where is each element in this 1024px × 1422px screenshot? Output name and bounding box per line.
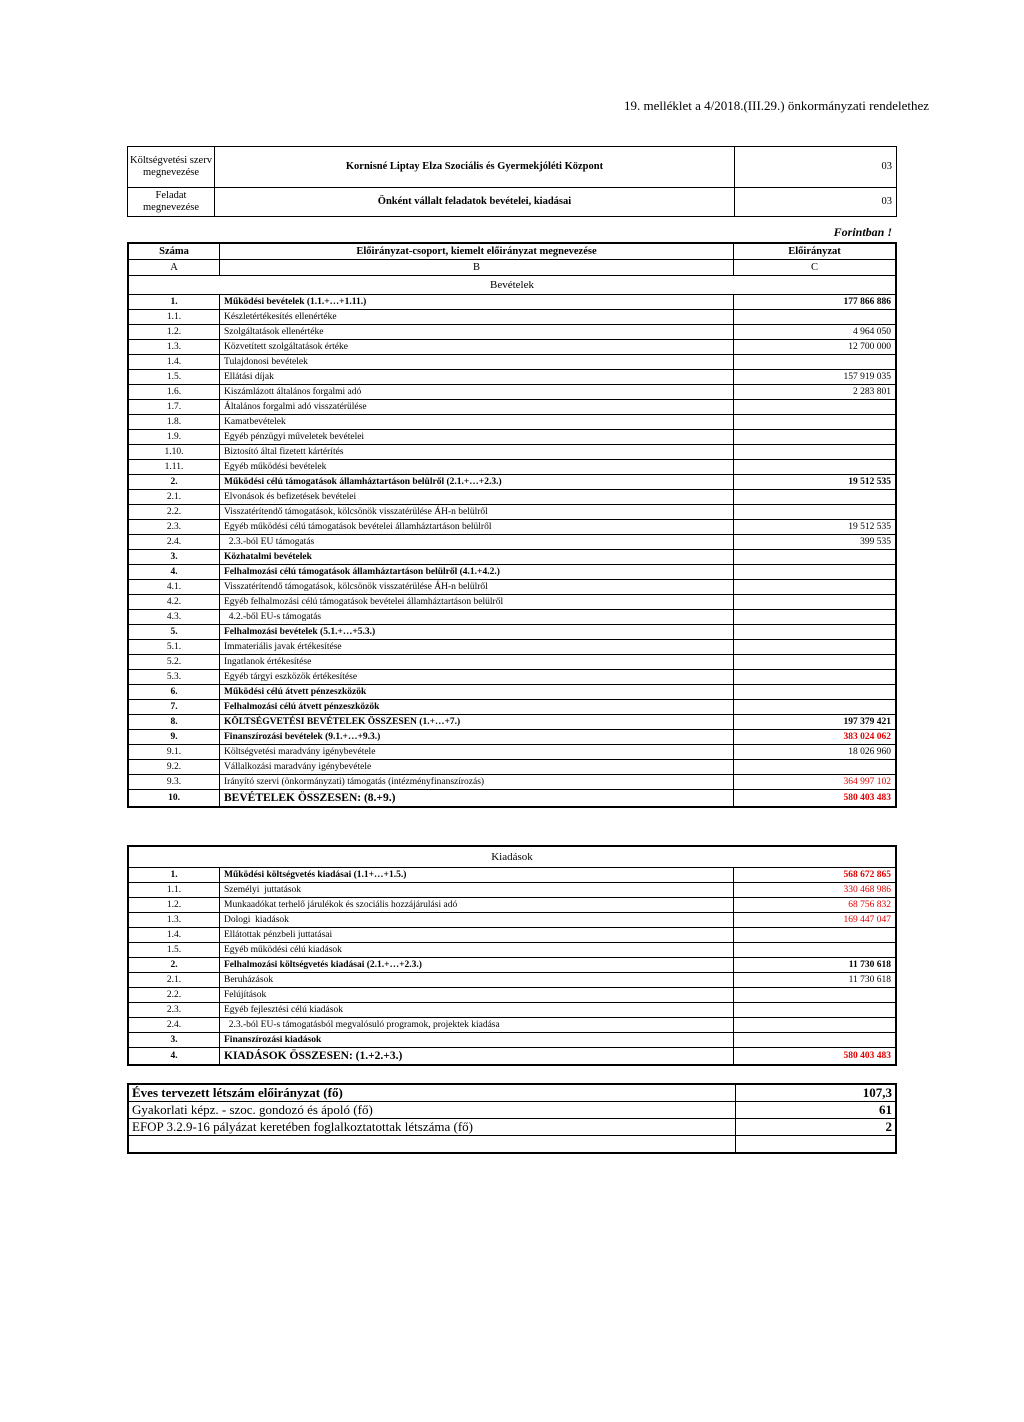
row-number: 5. [128, 625, 220, 640]
row-value [734, 1003, 897, 1018]
table-row [128, 1033, 896, 1048]
row-name: Egyéb felhalmozási célú támogatások bevételei államháztartáson belülről [220, 595, 734, 610]
table-row [128, 295, 896, 310]
row-number: 5.3. [128, 670, 220, 685]
row-value [734, 355, 897, 370]
row-name: Felhalmozási célú átvett pénzeszközök [220, 700, 734, 715]
row-name: Ingatlanok értékesítése [220, 655, 734, 670]
table-row [128, 898, 896, 913]
row-value: 11 730 618 [734, 958, 897, 973]
staff-label: Gyakorlati képz. - szoc. gondozó és ápoló (fő) [128, 1102, 736, 1119]
row-value [734, 928, 897, 943]
row-number: 4. [128, 1048, 220, 1066]
task-name: Önként vállalt feladatok bevételei, kiadásai [215, 188, 735, 217]
table-row [128, 745, 896, 760]
row-value [734, 580, 897, 595]
row-number: 1.3. [128, 340, 220, 355]
task-code: 03 [735, 188, 897, 217]
row-number: 5.1. [128, 640, 220, 655]
column-letter-row [128, 260, 896, 276]
row-value: 399 535 [734, 535, 897, 550]
row-number: 9.3. [128, 775, 220, 790]
row-name: Egyéb pénzügyi műveletek bevételei [220, 430, 734, 445]
table-row [128, 355, 896, 370]
row-name: Egyéb fejlesztési célú kiadások [220, 1003, 734, 1018]
row-value [734, 760, 897, 775]
row-name: Egyéb működési célú támogatások bevételei államháztartáson belülről [220, 520, 734, 535]
table-row [128, 943, 896, 958]
table-row [128, 913, 896, 928]
row-number: 2.1. [128, 490, 220, 505]
row-number: 1.6. [128, 385, 220, 400]
row-value [734, 490, 897, 505]
staff-value: 107,3 [736, 1084, 897, 1102]
row-name: Vállalkozási maradvány igénybevétele [220, 760, 734, 775]
row-name: Felhalmozási célú támogatások államháztartáson belülről (4.1.+4.2.) [220, 565, 734, 580]
staff-row [128, 1119, 896, 1136]
table-row [128, 385, 896, 400]
row-name: Egyéb működési bevételek [220, 460, 734, 475]
staff-label: Éves tervezett létszám előirányzat (fő) [128, 1084, 736, 1102]
row-value [734, 685, 897, 700]
row-name: Dologi kiadások [220, 913, 734, 928]
row-value: 2 283 801 [734, 385, 897, 400]
row-name: KIADÁSOK ÖSSZESEN: (1.+2.+3.) [220, 1048, 734, 1066]
revenues-section-row [128, 276, 896, 295]
table-row [128, 490, 896, 505]
org-label: Költségvetési szerv megnevezése [128, 147, 215, 188]
row-name: Finanszírozási kiadások [220, 1033, 734, 1048]
row-value: 197 379 421 [734, 715, 897, 730]
table-row [128, 400, 896, 415]
table-row [128, 715, 896, 730]
col-c: C [734, 260, 897, 276]
row-name: Egyéb működési célú kiadások [220, 943, 734, 958]
row-name: Irányító szervi (önkormányzati) támogatás (intézményfinanszírozás) [220, 775, 734, 790]
row-value [734, 310, 897, 325]
row-number: 2.2. [128, 988, 220, 1003]
row-number: 1.5. [128, 943, 220, 958]
row-value: 580 403 483 [734, 1048, 897, 1066]
table-row [128, 928, 896, 943]
row-value: 12 700 000 [734, 340, 897, 355]
row-value [734, 565, 897, 580]
row-number: 1.7. [128, 400, 220, 415]
org-name: Kornisné Liptay Elza Szociális és Gyermekjóléti Központ [215, 147, 735, 188]
table-row [128, 640, 896, 655]
table-row [128, 760, 896, 775]
row-number: 3. [128, 1033, 220, 1048]
table-row [128, 325, 896, 340]
row-number: 1. [128, 868, 220, 883]
row-number: 9.1. [128, 745, 220, 760]
row-name: Készletértékesítés ellenértéke [220, 310, 734, 325]
row-number: 2.4. [128, 535, 220, 550]
row-number: 8. [128, 715, 220, 730]
table-row [128, 655, 896, 670]
row-name: Ellátottak pénzbeli juttatásai [220, 928, 734, 943]
table-row [128, 565, 896, 580]
table-row [128, 460, 896, 475]
row-name: Működési célú átvett pénzeszközök [220, 685, 734, 700]
row-value: 169 447 047 [734, 913, 897, 928]
table-row [128, 595, 896, 610]
row-number: 2. [128, 475, 220, 490]
table-row [128, 973, 896, 988]
row-value: 19 512 535 [734, 520, 897, 535]
expenses-title: Kiadások [128, 846, 896, 868]
row-name: Beruházások [220, 973, 734, 988]
table-row [128, 1003, 896, 1018]
row-number: 1.8. [128, 415, 220, 430]
row-value [734, 1033, 897, 1048]
row-value [734, 460, 897, 475]
table-row [128, 700, 896, 715]
expenses-section-row [128, 846, 896, 868]
row-name: Felhalmozási bevételek (5.1.+…+5.3.) [220, 625, 734, 640]
row-value [734, 700, 897, 715]
staff-label: EFOP 3.2.9-16 pályázat keretében foglalkoztatottak létszáma (fő) [128, 1119, 736, 1136]
row-value: 580 403 483 [734, 790, 897, 808]
table-row [128, 685, 896, 700]
row-value [734, 505, 897, 520]
row-value [734, 445, 897, 460]
row-name: Közvetített szolgáltatások értéke [220, 340, 734, 355]
table-row [128, 550, 896, 565]
table-row [128, 340, 896, 355]
staff-row [128, 1084, 896, 1102]
row-name: Szolgáltatások ellenértéke [220, 325, 734, 340]
col-a: A [128, 260, 220, 276]
row-number: 9. [128, 730, 220, 745]
row-name: Kiszámlázott általános forgalmi adó [220, 385, 734, 400]
row-number: 2.2. [128, 505, 220, 520]
row-number: 1.10. [128, 445, 220, 460]
row-name: Felhalmozási költségvetés kiadásai (2.1.+…+2.3.) [220, 958, 734, 973]
row-value [734, 595, 897, 610]
row-value: 568 672 865 [734, 868, 897, 883]
row-name: 2.3.-ból EU támogatás [220, 535, 734, 550]
table-row [128, 520, 896, 535]
table-row [128, 580, 896, 595]
table-row [128, 1048, 896, 1066]
row-value [734, 430, 897, 445]
row-value: 4 964 050 [734, 325, 897, 340]
row-number: 1.2. [128, 325, 220, 340]
table-row [128, 790, 896, 808]
row-name: Ellátási díjak [220, 370, 734, 385]
row-number: 2. [128, 958, 220, 973]
row-value: 19 512 535 [734, 475, 897, 490]
row-value: 177 866 886 [734, 295, 897, 310]
row-name: Működési célú támogatások államháztartáson belülről (2.1.+…+2.3.) [220, 475, 734, 490]
annex-reference: 19. melléklet a 4/2018.(III.29.) önkormányzati rendelethez [623, 98, 929, 113]
row-name: KÖLTSÉGVETÉSI BEVÉTELEK ÖSSZESEN (1.+…+7.) [220, 715, 734, 730]
row-name: Munkaadókat terhelő járulékok és szociális hozzájárulási adó [220, 898, 734, 913]
table-row [128, 430, 896, 445]
row-name: Elvonások és befizetések bevételei [220, 490, 734, 505]
row-name: 4.2.-ből EU-s támogatás [220, 610, 734, 625]
row-value: 383 024 062 [734, 730, 897, 745]
row-name: Tulajdonosi bevételek [220, 355, 734, 370]
row-name: Egyéb tárgyi eszközök értékesítése [220, 670, 734, 685]
table-row [128, 415, 896, 430]
row-value: 11 730 618 [734, 973, 897, 988]
row-value [734, 670, 897, 685]
row-value [734, 655, 897, 670]
row-name: Immateriális javak értékesítése [220, 640, 734, 655]
row-name: Visszatérítendő támogatások, kölcsönök visszatérülése ÁH-n belülről [220, 580, 734, 595]
col-name-header: Előirányzat-csoport, kiemelt előirányzat megnevezése [220, 243, 734, 260]
row-name: Biztosító által fizetett kártérítés [220, 445, 734, 460]
table-row [128, 445, 896, 460]
row-number: 1.2. [128, 898, 220, 913]
row-name: Költségvetési maradvány igénybevétele [220, 745, 734, 760]
table-row [128, 883, 896, 898]
row-number: 2.3. [128, 1003, 220, 1018]
currency-note: Forintban ! [833, 225, 892, 239]
row-name: Közhatalmi bevételek [220, 550, 734, 565]
table-row [128, 868, 896, 883]
table-row [128, 958, 896, 973]
row-value [734, 988, 897, 1003]
row-number: 2.1. [128, 973, 220, 988]
row-value [734, 1018, 897, 1033]
table-row [128, 505, 896, 520]
table-row [128, 1018, 896, 1033]
row-number: 9.2. [128, 760, 220, 775]
staff-value: 61 [736, 1102, 897, 1119]
row-number: 1.1. [128, 883, 220, 898]
row-name: Működési költségvetés kiadásai (1.1+…+1.5.) [220, 868, 734, 883]
row-name: 2.3.-ból EU-s támogatásból megvalósuló programok, projektek kiadása [220, 1018, 734, 1033]
table-row [128, 310, 896, 325]
row-name: Finanszírozási bevételek (9.1.+…+9.3.) [220, 730, 734, 745]
row-number: 1.11. [128, 460, 220, 475]
table-row [128, 535, 896, 550]
expenses-table [127, 845, 897, 1066]
org-code: 03 [735, 147, 897, 188]
row-name: Általános forgalmi adó visszatérülése [220, 400, 734, 415]
table-row [128, 775, 896, 790]
row-number: 6. [128, 685, 220, 700]
row-value [734, 943, 897, 958]
row-number: 5.2. [128, 655, 220, 670]
table-row [128, 988, 896, 1003]
row-value: 18 026 960 [734, 745, 897, 760]
row-number: 2.4. [128, 1018, 220, 1033]
table-row [128, 625, 896, 640]
row-number: 1.4. [128, 928, 220, 943]
row-value [734, 610, 897, 625]
col-num-header: Száma [128, 243, 220, 260]
row-name: Felújítások [220, 988, 734, 1003]
row-number: 4.2. [128, 595, 220, 610]
row-number: 1.4. [128, 355, 220, 370]
row-value: 68 756 832 [734, 898, 897, 913]
row-name: Működési bevételek (1.1.+…+1.11.) [220, 295, 734, 310]
row-number: 4.1. [128, 580, 220, 595]
col-b: B [220, 260, 734, 276]
col-value-header: Előirányzat [734, 243, 897, 260]
staff-row [128, 1102, 896, 1119]
staff-label [128, 1136, 736, 1154]
revenues-title: Bevételek [128, 276, 896, 295]
row-value: 364 997 102 [734, 775, 897, 790]
staff-value: 2 [736, 1119, 897, 1136]
table-row [128, 670, 896, 685]
row-value [734, 400, 897, 415]
row-value [734, 550, 897, 565]
row-name: BEVÉTELEK ÖSSZESEN: (8.+9.) [220, 790, 734, 808]
row-value [734, 625, 897, 640]
row-number: 1.1. [128, 310, 220, 325]
revenues-table [127, 242, 897, 808]
table-row [128, 730, 896, 745]
row-number: 1.5. [128, 370, 220, 385]
row-value: 330 468 986 [734, 883, 897, 898]
row-number: 3. [128, 550, 220, 565]
row-number: 7. [128, 700, 220, 715]
row-value [734, 640, 897, 655]
table-row [128, 370, 896, 385]
row-number: 1. [128, 295, 220, 310]
staff-value [736, 1136, 897, 1154]
table-row [128, 610, 896, 625]
staff-row [128, 1136, 896, 1154]
row-number: 1.3. [128, 913, 220, 928]
row-number: 4.3. [128, 610, 220, 625]
column-header-row [128, 243, 896, 260]
row-value [734, 415, 897, 430]
staff-table [127, 1083, 897, 1154]
table-row [128, 475, 896, 490]
organization-table [127, 146, 897, 217]
row-name: Kamatbevételek [220, 415, 734, 430]
task-label: Feladat megnevezése [128, 188, 215, 217]
row-number: 10. [128, 790, 220, 808]
row-name: Személyi juttatások [220, 883, 734, 898]
row-name: Visszatérítendő támogatások, kölcsönök visszatérülése ÁH-n belülről [220, 505, 734, 520]
row-number: 2.3. [128, 520, 220, 535]
row-value: 157 919 035 [734, 370, 897, 385]
row-number: 1.9. [128, 430, 220, 445]
row-number: 4. [128, 565, 220, 580]
